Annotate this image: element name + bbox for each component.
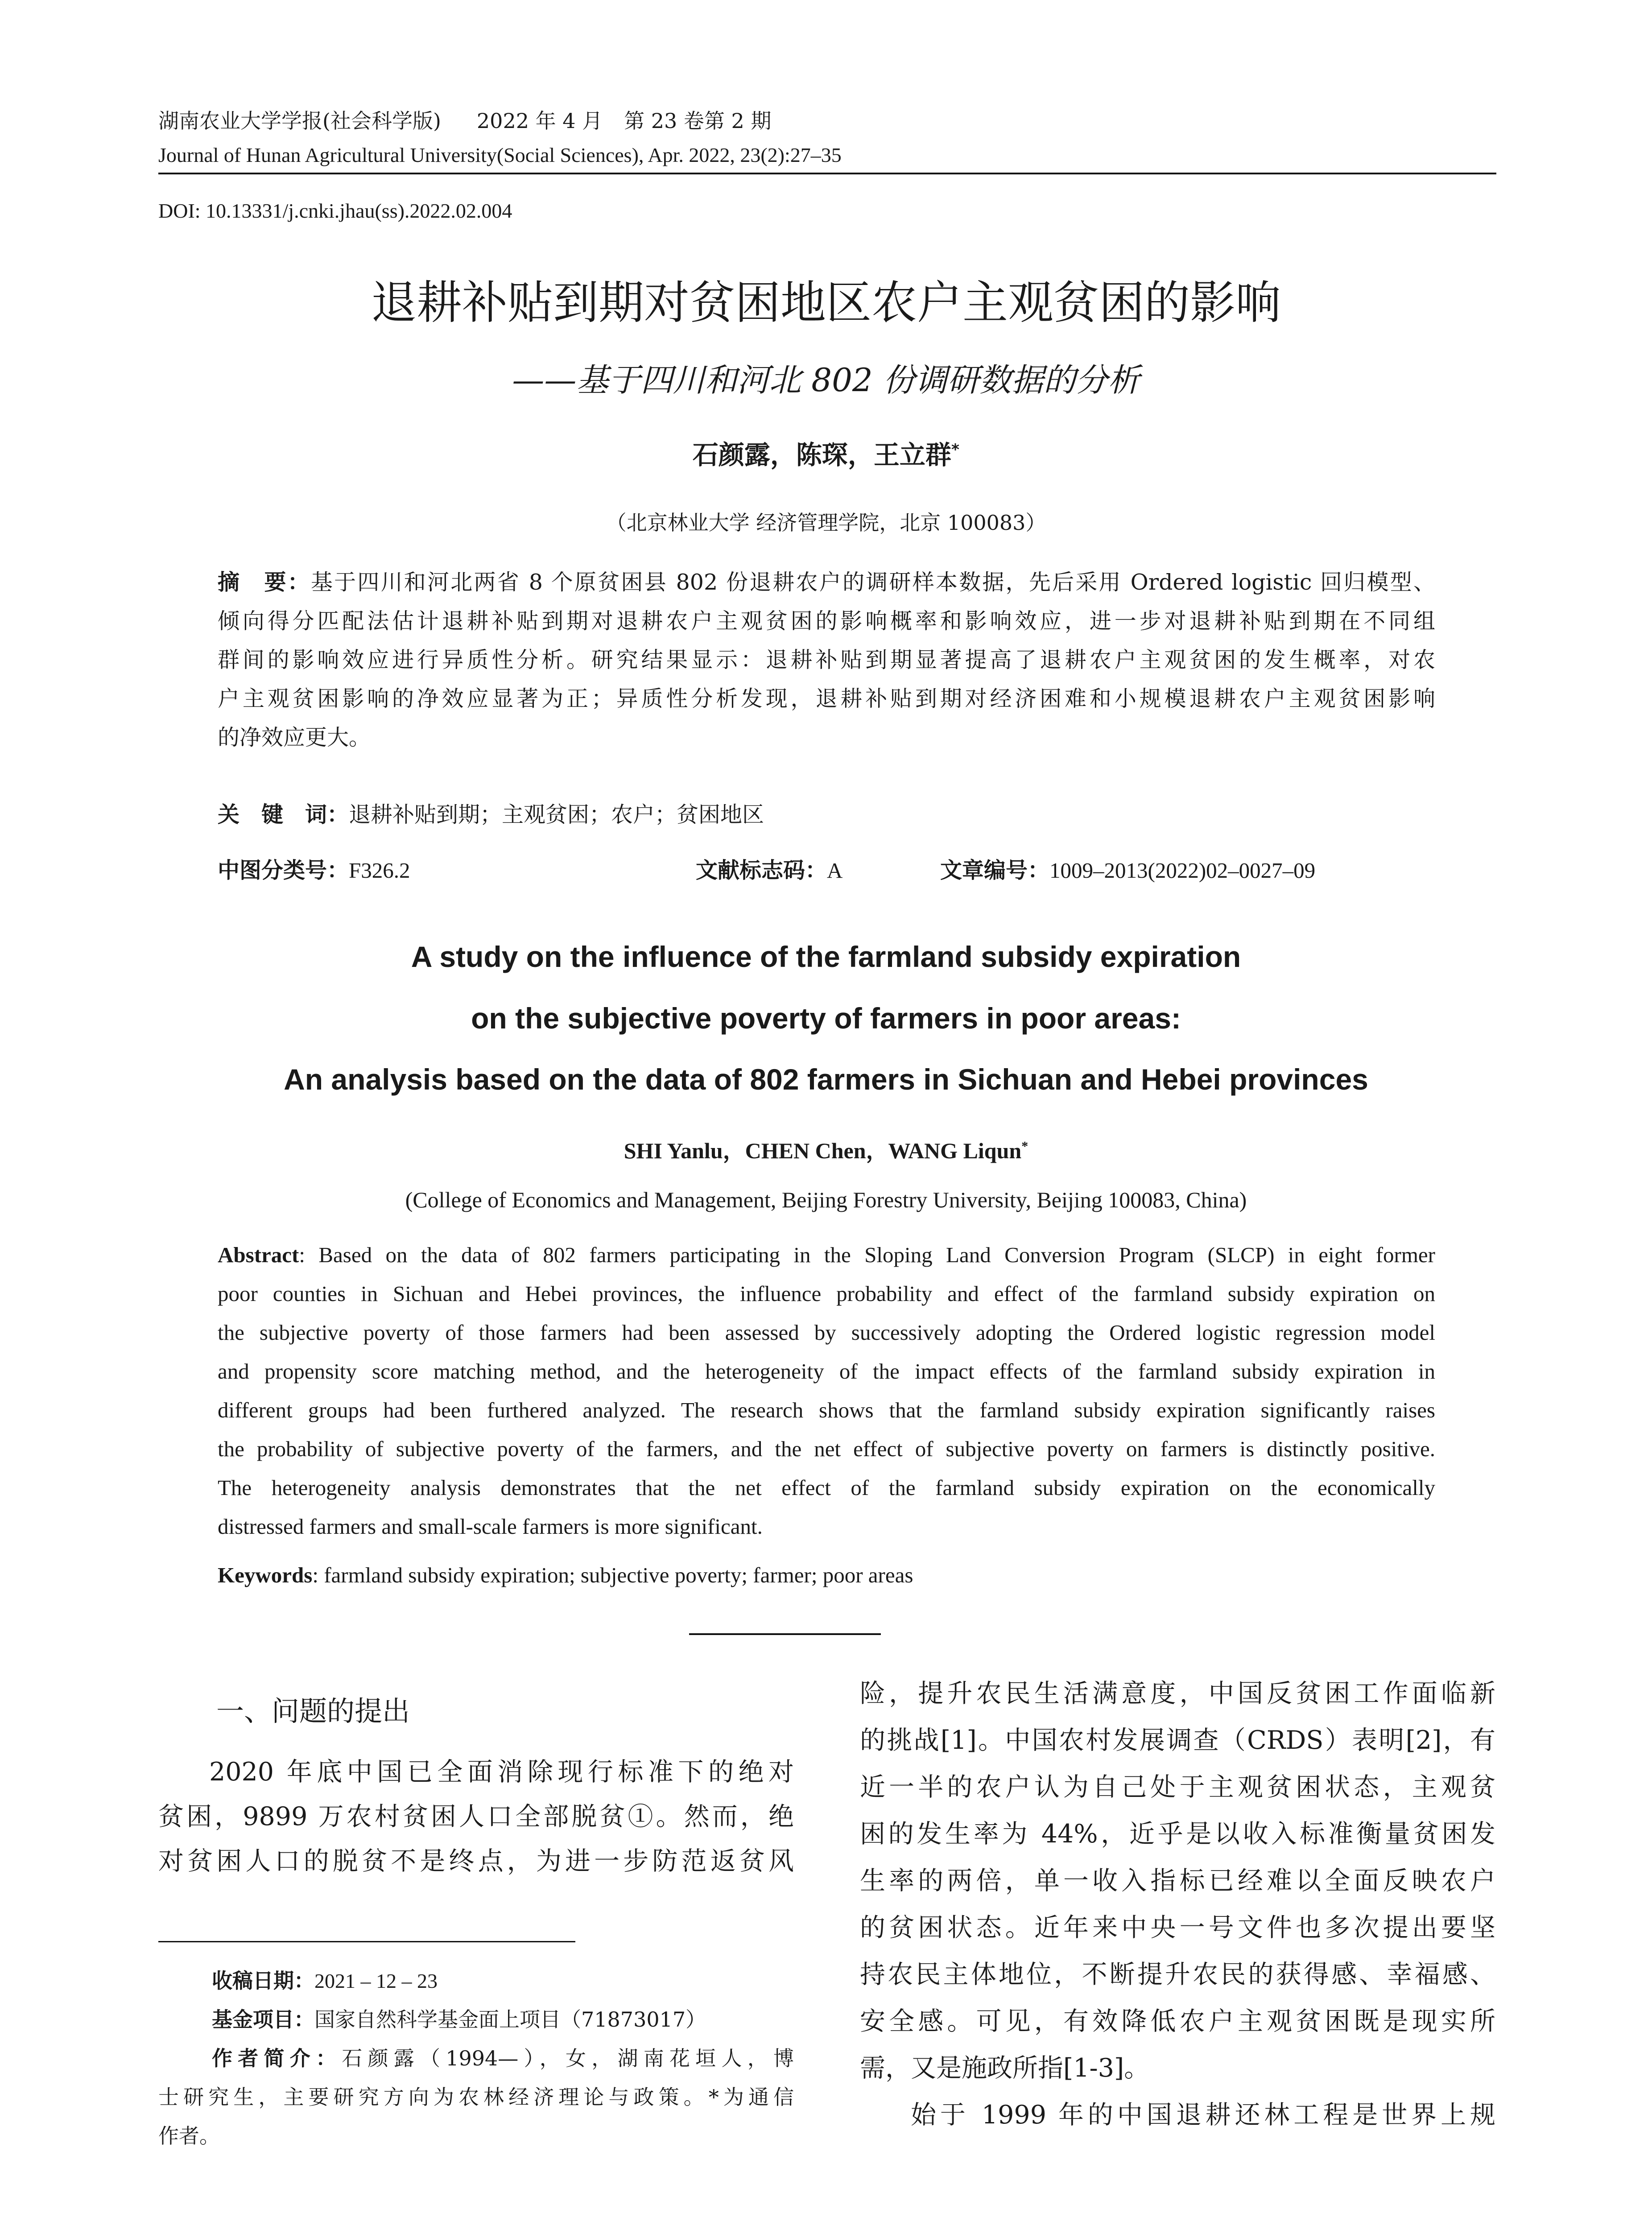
abstract-en-line: poor counties in Sichuan and Hebei provinces, the influence probability and effect of the farmland subsidy expiration on (218, 1281, 1435, 1306)
abstract-cn-line: 户主观贫困影响的净效应显著为正；异质性分析发现，退耕补贴到期对经济困难和小规模退耕农户主观贫困影响 (218, 686, 1435, 711)
abstract-cn (218, 563, 1435, 757)
journal-header-en: Journal of Hunan Agricultural University(Social Sciences), Apr. 2022, 23(2):27–35 (158, 144, 842, 166)
abstract-en-line: the subjective poverty of those farmers had been assessed by successively adopting the Ordered logistic regression model (218, 1320, 1435, 1345)
title-cn: 退耕补贴到期对贫困地区农户主观贫困的影响 (371, 277, 1281, 330)
abstract-en-line: Abstract: Based on the data of 802 farmers participating in the Sloping Land Conversion Program (SLCP) in eight former (218, 1243, 1435, 1267)
body-right (860, 1670, 1495, 2139)
corresponding-mark: * (951, 441, 960, 459)
body-line: 生率的两倍，单一收入指标已经难以全面反映农户 (860, 1866, 1495, 1896)
abstract-en (218, 1235, 1435, 1546)
corresponding-mark-en: * (1021, 1139, 1028, 1154)
abstract-en-label: Abstract (218, 1243, 299, 1267)
keywords-en-text: : farmland subsidy expiration; subjective poverty; farmer; poor areas (312, 1563, 913, 1587)
separator-rule (689, 1633, 881, 1635)
affiliation-cn: （北京林业大学 经济管理学院，北京 100083） (606, 511, 1046, 535)
keywords-cn-label: 关 键 词： (218, 802, 349, 827)
abstract-cn-line: 倾向得分匹配法估计退耕补贴到期对退耕农户主观贫困的影响概率和影响效应，进一步对退耕补贴到期在不同组 (218, 608, 1435, 634)
author-bio-line: 作者。 (158, 2124, 220, 2148)
subtitle-cn: ——基于四川和河北 802 份调研数据的分析 (512, 361, 1140, 399)
issue-date-cn: 2022 年 4 月 (476, 109, 603, 133)
clc-number: 中图分类号：F326.2 (218, 858, 410, 883)
authors-cn-names: 石颜露，陈琛，王立群 (692, 440, 951, 470)
body-left (158, 1750, 794, 1883)
body-line: 安全感。可见，有效降低农户主观贫困既是现实所 (860, 2007, 1495, 2036)
doc-code: 文献标志码：A (696, 858, 843, 883)
header-rule (158, 173, 1496, 174)
authors-en (0, 1135, 1652, 1166)
keywords-en (218, 1561, 913, 1590)
author-bio-line: 士研究生，主要研究方向为农林经济理论与政策。*为通信 (158, 2085, 794, 2109)
journal-header-cn (158, 108, 771, 133)
body-line: 困的发生率为 44%，近乎是以收入标准衡量贫困发 (860, 1819, 1495, 1849)
body-line: 持农民主体地位，不断提升农民的获得感、幸福感、 (860, 1960, 1495, 1989)
abstract-cn-line: 摘 要：基于四川和河北两省 8 个原贫困县 802 份退耕农户的调研样本数据，先后采用 Ordered logistic 回归模型、 (218, 570, 1435, 595)
title-en-line-1: A study on the influence of the farmland subsidy expiration (411, 940, 1241, 973)
footnote (158, 1962, 794, 2156)
affiliation-en: (College of Economics and Management, Beijing Forestry University, Beijing 100083, China) (405, 1187, 1247, 1212)
journal-name-cn: 湖南农业大学学报(社会科学版) (158, 109, 441, 133)
abstract-en-line: different groups had been furthered analyzed. The research shows that the farmland subsidy expiration significantly raises (218, 1398, 1435, 1422)
keywords-cn (218, 801, 764, 829)
abstract-en-line: and propensity score matching method, and the heterogeneity of the impact effects of the farmland subsidy expiration in (218, 1359, 1435, 1383)
keywords-cn-text: 退耕补贴到期；主观贫困；农户；贫困地区 (349, 802, 764, 827)
received-date: 收稿日期：2021 – 12 – 23 (212, 1969, 438, 1993)
abstract-cn-line: 群间的影响效应进行异质性分析。研究结果显示：退耕补贴到期显著提高了退耕农户主观贫困的发生概率，对农 (218, 647, 1435, 673)
author-bio: 作者简介：石颜露（1994—），女，湖南花垣人，博 (212, 2046, 794, 2070)
doi: DOI: 10.13331/j.cnki.jhau(ss).2022.02.004 (158, 199, 512, 222)
abstract-cn-line: 的净效应更大。 (218, 725, 371, 750)
section-heading: 一、问题的提出 (216, 1695, 410, 1727)
title-en-line-2: on the subjective poverty of farmers in poor areas: (471, 1002, 1181, 1035)
abstract-en-line: the probability of subjective poverty of the farmers, and the net effect of subjective poverty on farmers is distinctly positive. (218, 1437, 1435, 1461)
abstract-en-line: The heterogeneity analysis demonstrates that the net effect of the farmland subsidy expiration on the economically (218, 1475, 1435, 1500)
body-line: 的挑战[1]。中国农村发展调查（CRDS）表明[2]，有 (860, 1726, 1495, 1755)
article-number: 文章编号：1009–2013(2022)02–0027–09 (940, 858, 1316, 883)
volume-cn: 第 23 卷第 2 期 (624, 109, 772, 133)
body-line: 贫困，9899 万农村贫困人口全部脱贫①。然而，绝 (158, 1802, 794, 1831)
footnote-rule (158, 1941, 575, 1942)
title-en-line-3: An analysis based on the data of 802 farmers in Sichuan and Hebei provinces (284, 1063, 1368, 1096)
body-line: 近一半的农户认为自己处于主观贫困状态，主观贫 (860, 1772, 1495, 1802)
body-line: 始于 1999 年的中国退耕还林工程是世界上规 (911, 2100, 1495, 2130)
body-line: 险，提升农民生活满意度，中国反贫困工作面临新 (860, 1679, 1495, 1708)
body-line: 对贫困人口的脱贫不是终点，为进一步防范返贫风 (158, 1846, 794, 1876)
abstract-cn-label: 摘 要： (218, 570, 311, 595)
authors-en-names: SHI Yanlu，CHEN Chen，WANG Liqun (624, 1138, 1022, 1163)
abstract-en-line: distressed farmers and small-scale farmers is more significant. (218, 1514, 763, 1539)
body-line: 的贫困状态。近年来中央一号文件也多次提出要坚 (860, 1913, 1495, 1942)
body-line: 2020 年底中国已全面消除现行标准下的绝对 (209, 1757, 794, 1787)
fund-project: 基金项目：国家自然科学基金面上项目（71873017） (212, 2007, 706, 2032)
authors-cn (0, 437, 1652, 473)
body-line: 需，又是施政所指[1-3]。 (860, 2053, 1150, 2083)
keywords-en-label: Keywords (218, 1563, 313, 1587)
